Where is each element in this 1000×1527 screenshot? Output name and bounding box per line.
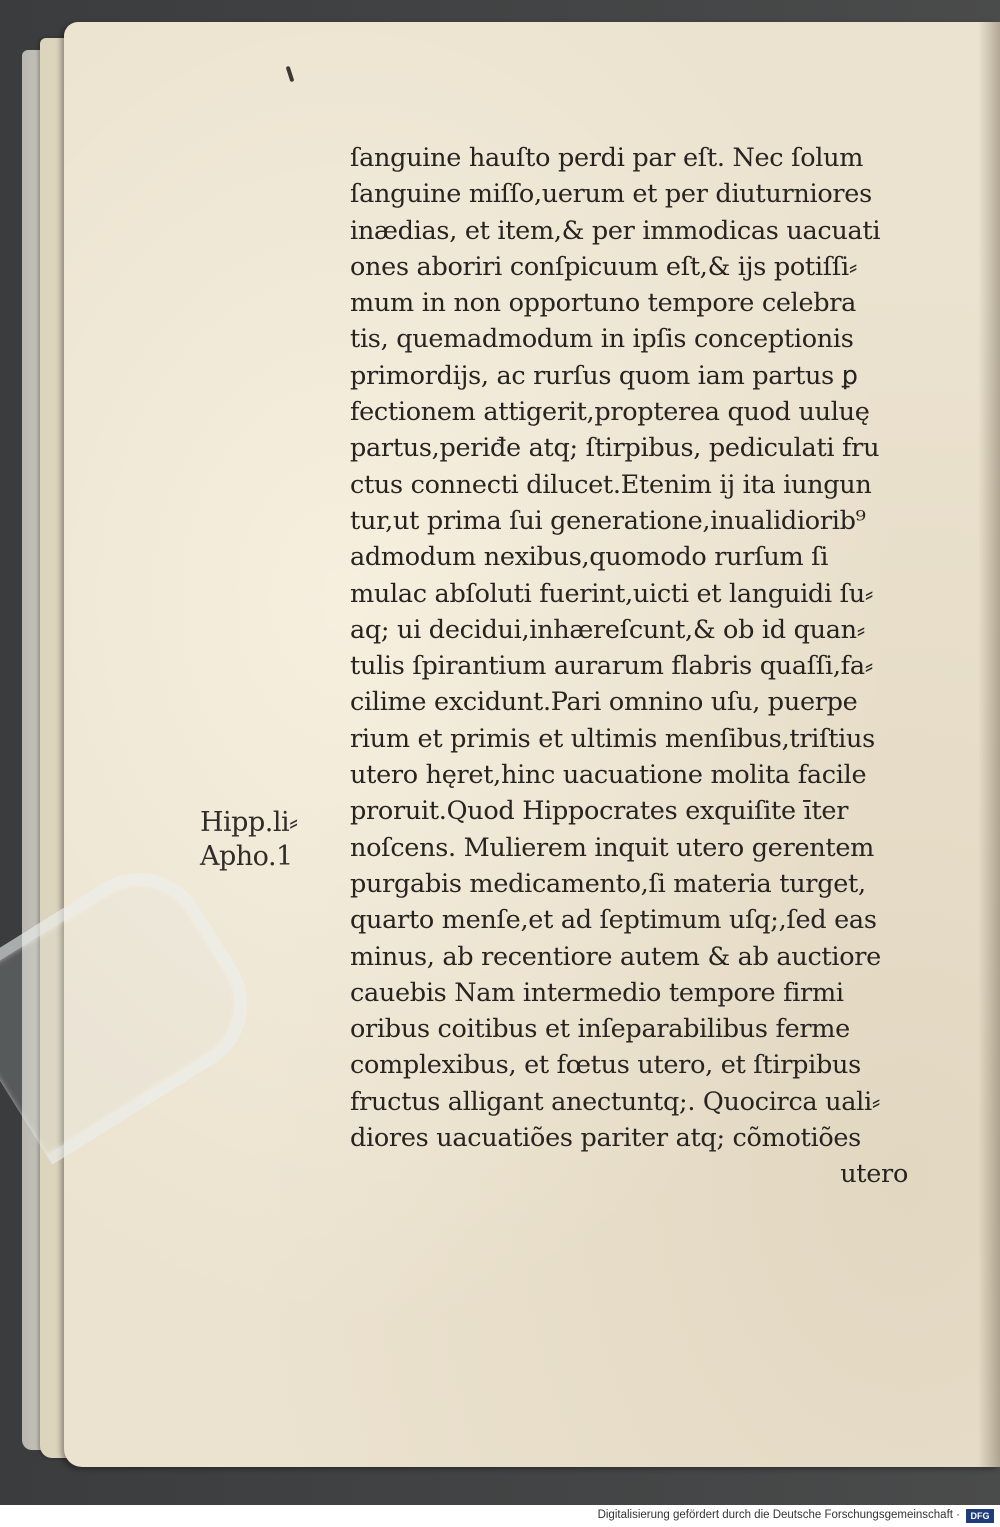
text-line: tulis ſpirantium aurarum flabris quaſſi,fa⸗ — [350, 651, 873, 682]
text-line: mulac abſoluti fuerint,uicti et languidi ſu⸗ — [350, 578, 874, 609]
dfg-logo: DFG — [966, 1509, 994, 1523]
text-line: fectionem attigerit,propterea quod uuluę — [350, 397, 870, 428]
text-line: quarto menſe,et ad ſeptimum uſq;,ſed eas — [350, 905, 877, 936]
text-line: primordijs, ac rurſus quom iam partus ꝑ — [350, 360, 858, 391]
text-line: minus, ab recentiore autem & ab auctiore — [350, 941, 881, 972]
text-line: partus,periđe atq; ſtirpibus, pediculati fru — [350, 433, 880, 464]
marginal-note-line: Hipp.li⸗ — [200, 807, 298, 838]
catchword: utero — [840, 1159, 908, 1190]
text-line: cauebis Nam intermedio tempore firmi — [350, 977, 844, 1008]
text-line: ctus connecti dilucet.Etenim ij ita iungun — [350, 469, 872, 500]
marginal-note — [200, 806, 298, 874]
text-line: diores uacuatiões pariter atq; cõmotiões — [350, 1123, 861, 1154]
text-line: cilime excidunt.Pari omnino uſu, puerpe — [350, 687, 858, 718]
text-line: utero hęret,hinc uacuatione molita facile — [350, 760, 867, 791]
text-line: rium et primis et ultimis menſibus,triſtius — [350, 723, 875, 754]
marginal-note-line: Apho.1 — [200, 841, 293, 872]
text-line: oribus coitibus et inſeparabilibus ferme — [350, 1014, 850, 1045]
text-line: purgabis medicamento,ſi materia turget, — [350, 868, 866, 899]
page-body-text — [350, 140, 920, 1193]
text-line: tur,ut prima ſui generatione,inualidiorib⁹ — [350, 505, 866, 536]
text-line: noſcens. Mulierem inquit utero gerentem — [350, 832, 874, 863]
text-line: proruit.Quod Hippocrates exquiſite īter — [350, 796, 849, 827]
text-line: ones aboriri conſpicuum eſt,& ijs potiſſi⸗ — [350, 251, 858, 282]
funding-credit: Digitalisierung gefördert durch die Deutsche Forschungsgemeinschaft · — [597, 1509, 960, 1521]
text-line: ſanguine miſſo,uerum et per diuturniores — [350, 179, 872, 210]
text-line: mum in non opportuno tempore celebra — [350, 288, 857, 319]
text-line: admodum nexibus,quomodo rurſum ſi — [350, 542, 829, 573]
footer-bar — [0, 1505, 1000, 1527]
text-line: complexibus, et fœtus utero, et ſtirpibus — [350, 1050, 861, 1081]
text-line: aq; ui decidui,inhæreſcunt,& ob id quan⸗ — [350, 614, 865, 645]
page-gutter-shadow — [978, 22, 1000, 1467]
text-line: ſanguine hauſto perdi par eſt. Nec ſolum — [350, 143, 864, 173]
text-line: fructus alligant anectuntq;. Quocirca uali⸗ — [350, 1086, 881, 1117]
text-line: tis, quemadmodum in ipſis conceptionis — [350, 324, 854, 355]
text-line: inædias, et item,& per immodicas uacuati — [350, 215, 881, 246]
